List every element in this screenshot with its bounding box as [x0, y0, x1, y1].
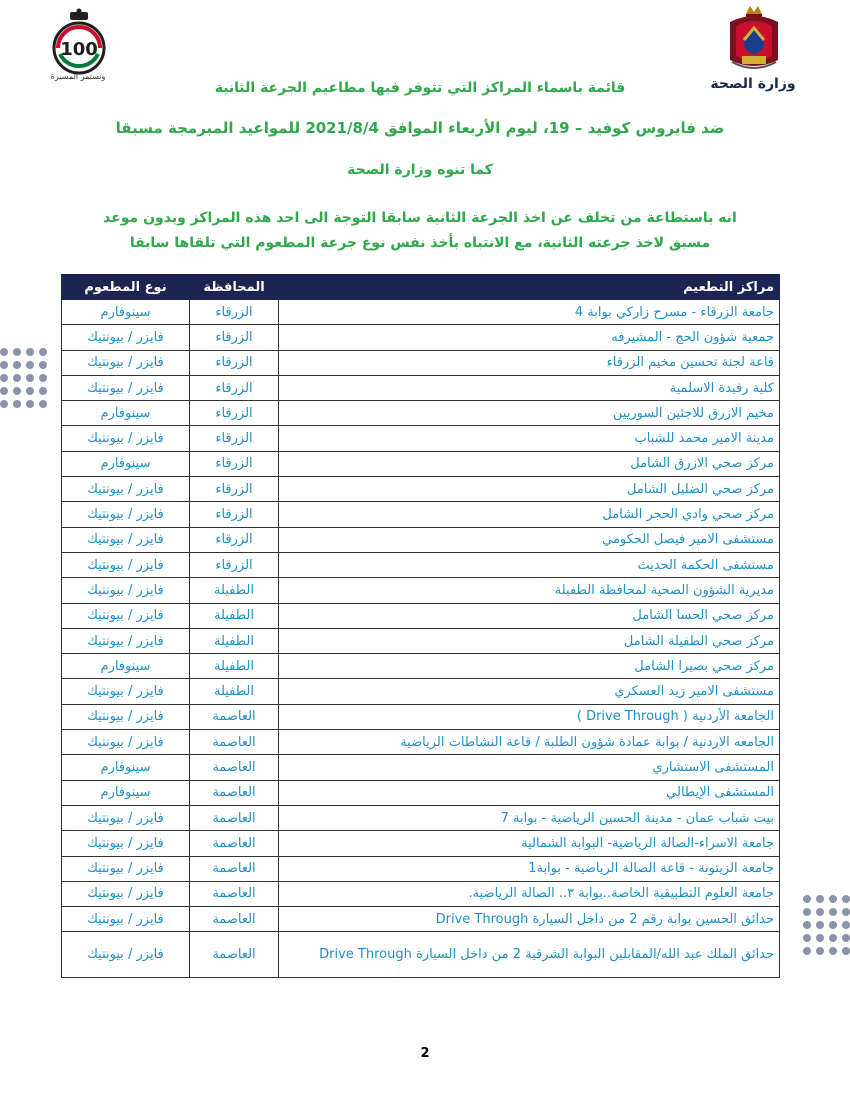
- cell-governorate: الزرقاء: [190, 527, 279, 552]
- table-row: [62, 578, 780, 603]
- cell-vaccine: سينوفارم: [62, 654, 190, 679]
- crown-icon: [70, 9, 88, 21]
- cell-vaccine: فايزر / بيونتيك: [62, 502, 190, 527]
- cell-vaccine: فايزر / بيونتيك: [62, 527, 190, 552]
- table-row: [62, 704, 780, 729]
- cell-governorate: الزرقاء: [190, 451, 279, 476]
- cell-vaccine: فايزر / بيونتيك: [62, 578, 190, 603]
- cell-vaccine: فايزر / بيونتيك: [62, 907, 190, 932]
- cell-center: قاعة لجنة تحسين مخيم الزرقاء: [279, 350, 780, 375]
- cell-governorate: الزرقاء: [190, 552, 279, 577]
- cell-vaccine: سينوفارم: [62, 451, 190, 476]
- cell-governorate: العاصمة: [190, 730, 279, 755]
- table-row: [62, 426, 780, 451]
- decorative-dots-right: [803, 895, 850, 955]
- cell-governorate: الزرقاء: [190, 426, 279, 451]
- table-row: [62, 932, 780, 978]
- table-row: [62, 907, 780, 932]
- cell-governorate: الطفيلة: [190, 578, 279, 603]
- decorative-dots-left: [0, 348, 47, 408]
- cell-governorate: الزرقاء: [190, 375, 279, 400]
- cell-center: مستشفى الامير فيصل الحكومي: [279, 527, 780, 552]
- cell-center: مركز صحي الازرق الشامل: [279, 451, 780, 476]
- cell-vaccine: فايزر / بيونتيك: [62, 350, 190, 375]
- header-vaccine: نوع المطعوم: [62, 275, 190, 300]
- table-row: [62, 628, 780, 653]
- table-row: [62, 477, 780, 502]
- cell-governorate: الزرقاء: [190, 325, 279, 350]
- cell-governorate: العاصمة: [190, 780, 279, 805]
- cell-center: بيت شباب عمان - مدينة الحسين الرياضية - بوابة 7: [279, 805, 780, 830]
- ministry-emblem: [722, 2, 786, 76]
- cell-vaccine: فايزر / بيونتيك: [62, 375, 190, 400]
- notice-line-2: مسبق لاخذ جرعته الثانية، مع الانتباه بأخذ نفس نوع جرعة المطعوم التي تلقاها سابقا: [129, 235, 711, 251]
- cell-governorate: الزرقاء: [190, 350, 279, 375]
- centennial-logo-caption: ونستمر المسيرة: [50, 72, 106, 81]
- page-number: 2: [420, 1046, 430, 1061]
- table-row: [62, 780, 780, 805]
- cell-center: جامعة العلوم التطبيقية الخاصة..بوابة ٣.. الصالة الرياضية.: [279, 881, 780, 906]
- cell-vaccine: فايزر / بيونتيك: [62, 477, 190, 502]
- cell-vaccine: فايزر / بيونتيك: [62, 679, 190, 704]
- document-title: قائمة باسماء المراكز التي تتوفر فيها مطاعيم الجرعة الثانية: [214, 80, 626, 96]
- cell-vaccine: فايزر / بيونتيك: [62, 730, 190, 755]
- table-row: [62, 603, 780, 628]
- table-body: [62, 300, 780, 978]
- cell-center: الجامعة الأردنية ( Drive Through ): [279, 704, 780, 729]
- table-row: [62, 881, 780, 906]
- table-header-row: [62, 275, 780, 300]
- table-row: [62, 502, 780, 527]
- cell-center: حدائق الملك عبد الله/المقابلين البوابة الشرقية 2 من داخل السيارة Drive Through: [279, 932, 780, 978]
- cell-vaccine: فايزر / بيونتيك: [62, 426, 190, 451]
- cell-governorate: الطفيلة: [190, 603, 279, 628]
- document-subtitle: ضد فايروس كوفيد – 19، ليوم الأربعاء الموافق 2021/8/4 للمواعيد المبرمجة مسبقا: [115, 119, 725, 137]
- cell-governorate: العاصمة: [190, 755, 279, 780]
- table-row: [62, 730, 780, 755]
- cell-governorate: العاصمة: [190, 881, 279, 906]
- cell-center: جمعية شؤون الحج - المشيرفه: [279, 325, 780, 350]
- table-row: [62, 527, 780, 552]
- cell-center: مستشفى الامير زيد العسكري: [279, 679, 780, 704]
- cell-governorate: الطفيلة: [190, 679, 279, 704]
- cell-vaccine: فايزر / بيونتيك: [62, 325, 190, 350]
- table-row: [62, 856, 780, 881]
- cell-center: الجامعه الاردنية / بوابة عمادة شؤون الطلبة / قاعة النشاطات الرياضية: [279, 730, 780, 755]
- cell-center: كلية رفيدة الاسلمية: [279, 375, 780, 400]
- table-row: [62, 831, 780, 856]
- cell-center: جامعة الاسراء-الصالة الرياضية- البوابة الشمالية: [279, 831, 780, 856]
- cell-vaccine: سينوفارم: [62, 300, 190, 325]
- cell-center: مستشفى الحكمة الحديث: [279, 552, 780, 577]
- table-row: [62, 679, 780, 704]
- table-row: [62, 755, 780, 780]
- ministry-note: كما تنوه وزارة الصحة: [347, 162, 493, 178]
- cell-governorate: الطفيلة: [190, 628, 279, 653]
- cell-center: جامعة الزرقاء - مسرح زاركي بوابة 4: [279, 300, 780, 325]
- cell-vaccine: سينوفارم: [62, 401, 190, 426]
- cell-vaccine: فايزر / بيونتيك: [62, 932, 190, 978]
- table-row: [62, 375, 780, 400]
- cell-center: جامعة الزيتونة - قاعة الصالة الرياضية - بوابة1: [279, 856, 780, 881]
- cell-governorate: العاصمة: [190, 704, 279, 729]
- cell-governorate: الزرقاء: [190, 477, 279, 502]
- table-row: [62, 401, 780, 426]
- table-row: [62, 350, 780, 375]
- notice-text: [60, 206, 780, 256]
- cell-governorate: العاصمة: [190, 805, 279, 830]
- vaccination-centers-table: [61, 274, 780, 978]
- cell-vaccine: فايزر / بيونتيك: [62, 881, 190, 906]
- table-row: [62, 805, 780, 830]
- svg-text:100: 100: [60, 39, 98, 60]
- table-row: [62, 300, 780, 325]
- ministry-name: وزارة الصحة: [710, 76, 796, 92]
- cell-governorate: الزرقاء: [190, 502, 279, 527]
- header-center: مراكز التطعيم: [279, 275, 780, 300]
- table-row: [62, 325, 780, 350]
- table-row: [62, 451, 780, 476]
- cell-vaccine: فايزر / بيونتيك: [62, 704, 190, 729]
- cell-center: مركز صحي وادي الحجر الشامل: [279, 502, 780, 527]
- table-row: [62, 552, 780, 577]
- cell-center: حدائق الحسين بوابة رقم 2 من داخل السيارة Drive Through: [279, 907, 780, 932]
- cell-governorate: العاصمة: [190, 932, 279, 978]
- header-governorate: المحافظة: [190, 275, 279, 300]
- cell-vaccine: فايزر / بيونتيك: [62, 831, 190, 856]
- cell-vaccine: فايزر / بيونتيك: [62, 628, 190, 653]
- cell-center: مدينة الامير محمد للشباب: [279, 426, 780, 451]
- cell-vaccine: فايزر / بيونتيك: [62, 856, 190, 881]
- cell-governorate: الطفيلة: [190, 654, 279, 679]
- cell-vaccine: فايزر / بيونتيك: [62, 805, 190, 830]
- cell-governorate: الزرقاء: [190, 401, 279, 426]
- cell-center: مركز صحي بصيرا الشامل: [279, 654, 780, 679]
- cell-governorate: العاصمة: [190, 856, 279, 881]
- cell-center: مركز صحي الحسا الشامل: [279, 603, 780, 628]
- cell-center: مركز صحي الضليل الشامل: [279, 477, 780, 502]
- cell-center: مخيم الازرق للاجئين السوريين: [279, 401, 780, 426]
- cell-governorate: العاصمة: [190, 907, 279, 932]
- table-row: [62, 654, 780, 679]
- notice-line-1: انه باستطاعة من تخلف عن اخذ الجرعة الثانية سابقا التوجة الى احد هذه المراكز وبدون موعد: [103, 210, 737, 226]
- cell-vaccine: فايزر / بيونتيك: [62, 603, 190, 628]
- cell-vaccine: سينوفارم: [62, 755, 190, 780]
- cell-governorate: العاصمة: [190, 831, 279, 856]
- cell-governorate: الزرقاء: [190, 300, 279, 325]
- cell-center: مركز صحي الطفيلة الشامل: [279, 628, 780, 653]
- cell-vaccine: سينوفارم: [62, 780, 190, 805]
- cell-center: مديرية الشؤون الصحية لمحافظة الطفيلة: [279, 578, 780, 603]
- cell-center: المستشفى الإيطالي: [279, 780, 780, 805]
- cell-center: المستشفى الاستشاري: [279, 755, 780, 780]
- cell-vaccine: فايزر / بيونتيك: [62, 552, 190, 577]
